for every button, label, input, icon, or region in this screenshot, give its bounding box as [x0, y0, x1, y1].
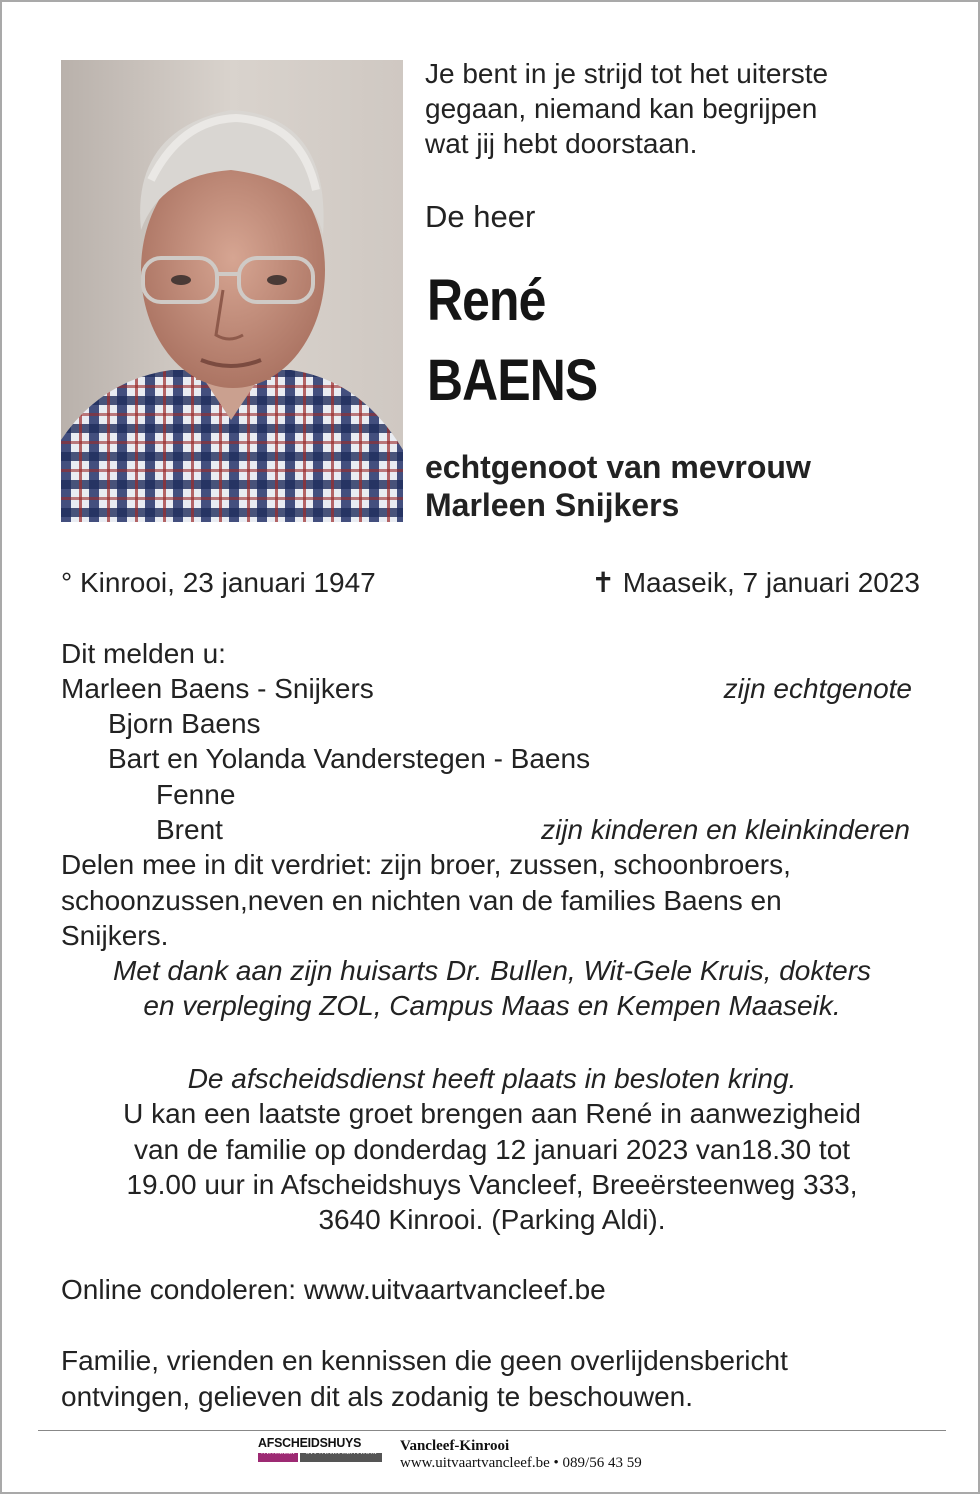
thanks-line: en verpleging ZOL, Campus Maas en Kempen Maaseik. [143, 990, 841, 1021]
company-logo [258, 1436, 382, 1462]
family-child: Bjorn Baens [108, 708, 261, 739]
online-condolence: Online condoleren: www.uitvaartvancleef.be [61, 1274, 606, 1305]
service-line: 3640 Kinrooi. (Parking Aldi). [318, 1204, 666, 1235]
logo-title: AFSCHEIDSHUYS [258, 1435, 362, 1450]
sharing-line: Snijkers. [61, 920, 169, 951]
last-name: BAENS [427, 348, 598, 413]
spouse-line: echtgenoot van mevrouw [425, 449, 811, 485]
spouse-info [425, 448, 811, 524]
first-name: René [427, 268, 546, 333]
service-line: U kan een laatste groet brengen aan René in aanwezigheid [123, 1098, 861, 1129]
company-contact: www.uitvaartvancleef.be • 089/56 43 59 [400, 1455, 642, 1471]
service-note: De afscheidsdienst heeft plaats in besloten kring. [187, 1063, 797, 1094]
service-line: 19.00 uur in Afscheidshuys Vancleef, Breeërsteenweg 333, [126, 1169, 858, 1200]
poem-line: gegaan, niemand kan begrijpen [425, 93, 818, 124]
sharing-line: schoonzussen,neven en nichten van de families Baens en [61, 885, 782, 916]
spouse-line: Marleen Snijkers [425, 487, 680, 523]
poem-line: Je bent in je strijd tot het uiterste [425, 58, 829, 89]
family-spouse-name: Marleen Baens - Snijkers [61, 673, 374, 704]
portrait-photo [61, 60, 403, 522]
footer-divider [38, 1430, 946, 1431]
poem [425, 56, 828, 161]
family-spouse-role: zijn echtgenote [723, 673, 912, 704]
family-children-role: zijn kinderen en kleinkinderen [541, 814, 910, 845]
birth-date: ° Kinrooi, 23 januari 1947 [61, 567, 376, 598]
family-grandchild: Fenne [156, 779, 236, 810]
sharing-line: Delen mee in dit verdriet: zijn broer, zussen, schoonbroers, [61, 849, 791, 880]
service-line: van de familie op donderdag 12 januari 2023 van18.30 tot [133, 1134, 851, 1165]
intro-text: Dit melden u: [61, 638, 226, 669]
logo-subtitle [258, 1448, 382, 1466]
family-grandchild: Brent [156, 814, 223, 845]
logo-sub-left: VANCLEEF [259, 1448, 297, 1456]
notice-line: ontvingen, gelieven dit als zodanig te beschouwen. [61, 1381, 693, 1412]
honorific: De heer [425, 199, 536, 234]
logo-sub-right: UITVAARTCENTRUM [305, 1448, 377, 1456]
thanks-line: Met dank aan zijn huisarts Dr. Bullen, Wit-Gele Kruis, dokters [112, 955, 872, 986]
family-child: Bart en Yolanda Vanderstegen - Baens [108, 743, 591, 774]
death-date: ✝ Maaseik, 7 januari 2023 [591, 567, 920, 598]
notice-line: Familie, vrienden en kennissen die geen overlijdensbericht [61, 1345, 788, 1376]
poem-line: wat jij hebt doorstaan. [425, 128, 698, 159]
company-name: Vancleef-Kinrooi [400, 1438, 510, 1454]
